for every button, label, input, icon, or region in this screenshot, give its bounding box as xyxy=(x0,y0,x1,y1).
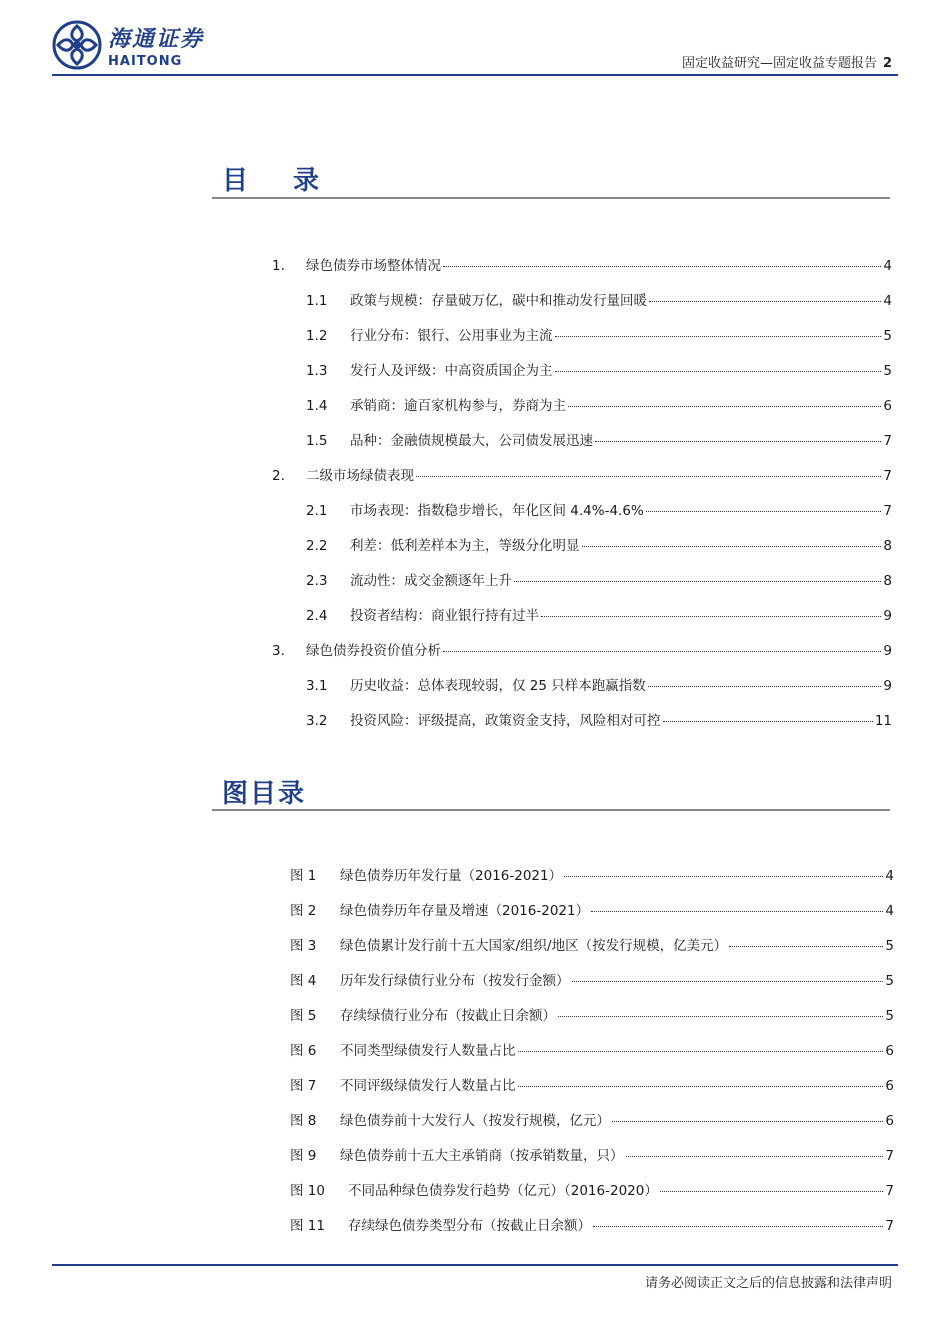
toc-entry[interactable] xyxy=(306,534,892,554)
toc-entry-title: 不同类型绿债发行人数量占比 xyxy=(340,1043,516,1059)
toc-leader-dots xyxy=(564,876,883,877)
toc-entry-page: 6 xyxy=(885,1043,894,1059)
toc-entry[interactable] xyxy=(290,969,894,989)
toc-entry-number: 1.4 xyxy=(306,398,328,414)
toc-entry[interactable] xyxy=(306,604,892,624)
toc-leader-dots xyxy=(518,1051,884,1052)
toc-entry[interactable] xyxy=(290,899,894,919)
toc-entry-number: 图 4 xyxy=(290,973,317,989)
toc-entry-number: 图 6 xyxy=(290,1043,317,1059)
toc-entry-title: 不同评级绿债发行人数量占比 xyxy=(340,1078,516,1094)
toc-entry-page: 11 xyxy=(874,713,892,729)
toc-leader-dots xyxy=(555,336,882,337)
toc-entry-page: 9 xyxy=(883,608,892,624)
toc-entry-title: 品种：金融债规模最大，公司债发展迅速 xyxy=(350,433,593,449)
toc-entry-page: 4 xyxy=(883,293,892,309)
toc-leader-dots xyxy=(568,406,881,407)
toc-entry-number: 2.2 xyxy=(306,538,328,554)
toc-entry-title: 二级市场绿债表现 xyxy=(306,468,414,484)
toc-entry-number: 图 10 xyxy=(290,1183,325,1199)
toc-entry[interactable] xyxy=(290,1144,894,1164)
toc-entry[interactable] xyxy=(290,1039,894,1059)
toc-entry-title: 利差：低利差样本为主，等级分化明显 xyxy=(350,538,580,554)
haitong-logo-icon xyxy=(52,20,102,70)
toc-entry-number: 2. xyxy=(272,468,285,484)
toc-entry-page: 7 xyxy=(883,433,892,449)
toc-entry-title: 历年发行绿债行业分布（按发行金额） xyxy=(340,973,570,989)
toc-entry-title: 历史收益：总体表现较弱，仅 25 只样本跑赢指数 xyxy=(350,678,646,694)
toc-entry-number: 3. xyxy=(272,643,285,659)
toc-entry-number: 图 9 xyxy=(290,1148,317,1164)
toc-entry[interactable] xyxy=(290,934,894,954)
toc-leader-dots xyxy=(648,686,882,687)
toc-entry-title: 绿色债券投资价值分析 xyxy=(306,643,441,659)
toc-leader-dots xyxy=(660,1191,884,1192)
toc-entry-page: 7 xyxy=(885,1218,894,1234)
toc-leader-dots xyxy=(443,651,881,652)
toc-entry-number: 1.5 xyxy=(306,433,328,449)
toc-entry-number: 3.1 xyxy=(306,678,328,694)
contents-title: 目 录 xyxy=(222,166,338,196)
toc-entry-title: 绿色债券前十大发行人（按发行规模，亿元） xyxy=(340,1113,610,1129)
toc-entry[interactable] xyxy=(306,499,892,519)
toc-entry[interactable] xyxy=(272,464,892,484)
toc-entry-page: 5 xyxy=(885,1008,894,1024)
toc-entry[interactable] xyxy=(290,1074,894,1094)
haitong-logo xyxy=(52,20,204,70)
toc-entry-title: 行业分布：银行、公用事业为主流 xyxy=(350,328,553,344)
toc-entry[interactable] xyxy=(306,394,892,414)
toc-entry-page: 6 xyxy=(885,1078,894,1094)
toc-entry-page: 9 xyxy=(883,643,892,659)
toc-leader-dots xyxy=(541,616,881,617)
toc-entry-page: 4 xyxy=(885,868,894,884)
toc-entry-title: 绿色债券历年发行量（2016-2021） xyxy=(340,868,563,884)
toc-entry-number: 2.4 xyxy=(306,608,328,624)
toc-entry-number: 1.2 xyxy=(306,328,328,344)
toc-entry-title: 投资者结构：商业银行持有过半 xyxy=(350,608,539,624)
toc-entry-page: 6 xyxy=(885,1113,894,1129)
toc-entry-title: 绿色债券市场整体情况 xyxy=(306,258,441,274)
toc-leader-dots xyxy=(518,1086,884,1087)
toc-leader-dots xyxy=(646,511,882,512)
toc-entry-number: 1.1 xyxy=(306,293,328,309)
toc-entry-page: 9 xyxy=(883,678,892,694)
toc-entry-title: 政策与规模：存量破万亿，碳中和推动发行量回暖 xyxy=(350,293,647,309)
toc-leader-dots xyxy=(649,301,881,302)
toc-entry-page: 8 xyxy=(883,573,892,589)
toc-entry-title: 存续绿债行业分布（按截止日余额） xyxy=(340,1008,556,1024)
toc-entry-page: 5 xyxy=(883,328,892,344)
toc-leader-dots xyxy=(729,946,883,947)
toc-leader-dots xyxy=(663,721,873,722)
toc-entry-page: 4 xyxy=(883,258,892,274)
toc-leader-dots xyxy=(612,1121,883,1122)
figures-rule xyxy=(212,809,890,811)
toc-entry[interactable] xyxy=(306,324,892,344)
toc-entry-title: 不同品种绿色债券发行趋势（亿元）（2016-2020） xyxy=(348,1183,658,1199)
toc-entry-page: 7 xyxy=(883,468,892,484)
logo-chinese-name: 海通证券 xyxy=(108,25,205,52)
toc-leader-dots xyxy=(591,911,883,912)
toc-entry-page: 8 xyxy=(883,538,892,554)
toc-entry-title: 发行人及评级：中高资质国企为主 xyxy=(350,363,553,379)
toc-entry[interactable] xyxy=(272,254,892,274)
logo-text xyxy=(108,22,204,69)
report-category: 固定收益研究—固定收益专题报告 xyxy=(681,56,877,71)
toc-entry-number: 图 5 xyxy=(290,1008,317,1024)
toc-leader-dots xyxy=(555,371,882,372)
contents-rule xyxy=(212,197,890,199)
toc-leader-dots xyxy=(558,1016,883,1017)
header-report-title xyxy=(682,52,892,71)
header-divider xyxy=(52,74,898,76)
toc-entry-number: 图 1 xyxy=(290,868,317,884)
toc-entry-page: 5 xyxy=(885,973,894,989)
toc-leader-dots xyxy=(626,1156,884,1157)
toc-entry-title: 流动性：成交金额逐年上升 xyxy=(350,573,512,589)
toc-entry[interactable] xyxy=(290,1214,894,1234)
footer-divider xyxy=(52,1264,898,1266)
figures-title: 图目录 xyxy=(222,779,307,809)
toc-entry[interactable] xyxy=(306,289,892,309)
toc-entry-title: 投资风险：评级提高，政策资金支持，风险相对可控 xyxy=(350,713,661,729)
toc-entry-number: 1.3 xyxy=(306,363,328,379)
toc-entry-title: 绿色债累计发行前十五大国家/组织/地区（按发行规模，亿美元） xyxy=(340,938,728,954)
toc-entry[interactable] xyxy=(306,709,892,729)
toc-leader-dots xyxy=(514,581,881,582)
toc-entry[interactable] xyxy=(272,639,892,659)
toc-entry-title: 绿色债券前十五大主承销商（按承销数量，只） xyxy=(340,1148,624,1164)
toc-entry-number: 2.1 xyxy=(306,503,328,519)
toc-entry[interactable] xyxy=(306,359,892,379)
toc-entry-number: 图 3 xyxy=(290,938,317,954)
toc-entry[interactable] xyxy=(306,429,892,449)
toc-entry-title: 承销商：逾百家机构参与，券商为主 xyxy=(350,398,566,414)
toc-leader-dots xyxy=(443,266,881,267)
toc-entry[interactable] xyxy=(306,674,892,694)
toc-entry-page: 5 xyxy=(883,363,892,379)
toc-entry[interactable] xyxy=(306,569,892,589)
toc-leader-dots xyxy=(582,546,882,547)
page-number: 2 xyxy=(882,56,892,71)
toc-entry-page: 6 xyxy=(883,398,892,414)
toc-entry[interactable] xyxy=(290,864,894,884)
toc-entry-number: 图 2 xyxy=(290,903,317,919)
toc-entry-number: 1. xyxy=(272,258,285,274)
toc-entry-page: 7 xyxy=(885,1183,894,1199)
toc-entry[interactable] xyxy=(290,1109,894,1129)
toc-entry-page: 7 xyxy=(883,503,892,519)
toc-entry-number: 图 8 xyxy=(290,1113,317,1129)
logo-english-name: HAITONG xyxy=(108,53,183,69)
toc-entry-title: 绿色债券历年存量及增速（2016-2021） xyxy=(340,903,590,919)
toc-entry-number: 2.3 xyxy=(306,573,328,589)
toc-entry-page: 5 xyxy=(885,938,894,954)
toc-leader-dots xyxy=(416,476,881,477)
toc-entry[interactable] xyxy=(290,1004,894,1024)
toc-entry-number: 图 11 xyxy=(290,1218,325,1234)
toc-entry-page: 4 xyxy=(885,903,894,919)
toc-entry-number: 图 7 xyxy=(290,1078,317,1094)
toc-leader-dots xyxy=(572,981,884,982)
footer-disclaimer: 请务必阅读正文之后的信息披露和法律声明 xyxy=(644,1276,892,1291)
toc-entry-page: 7 xyxy=(885,1148,894,1164)
toc-entry-title: 存续绿色债券类型分布（按截止日余额） xyxy=(348,1218,591,1234)
toc-entry-number: 3.2 xyxy=(306,713,328,729)
toc-leader-dots xyxy=(595,441,881,442)
page-header xyxy=(0,0,950,80)
toc-entry-title: 市场表现：指数稳步增长，年化区间 4.4%-4.6% xyxy=(350,503,644,519)
toc-leader-dots xyxy=(593,1226,883,1227)
toc-entry[interactable] xyxy=(290,1179,894,1199)
